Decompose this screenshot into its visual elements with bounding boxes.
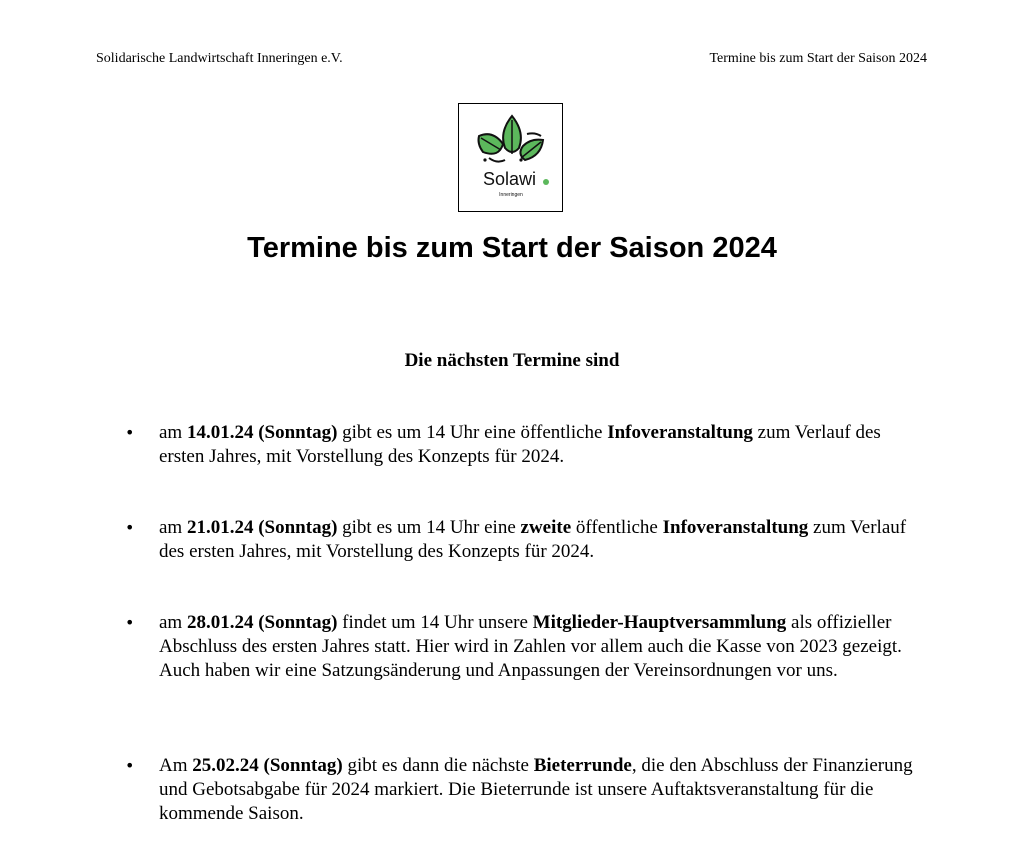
event-date: 28.01.24 (Sonntag) (186, 612, 338, 633)
event-type: Infoveranstaltung (662, 517, 809, 538)
logo-subtext: Inneringen (499, 192, 523, 198)
event-item: • am 21.01.24 (Sonntag) gibt es um 14 Uhr eine zweite öffentliche Infoveranstaltung zum Verlauf des ersten Jahres, mit Vorstellung des Konzepts für 2024. (125, 517, 907, 562)
solawi-logo-graphic (459, 104, 562, 211)
event-date: 21.01.24 (Sonntag) (186, 517, 338, 538)
event-date: 25.02.24 (Sonntag) (192, 755, 343, 776)
bullet-icon: • (125, 423, 135, 442)
solawi-logo (458, 103, 563, 212)
event-type: Infoveranstaltung (607, 422, 753, 443)
event-item: • Am 25.02.24 (Sonntag) gibt es dann die nächste Bieterrunde, die den Abschluss der Finanzierung und Gebotsabgabe für 2024 markiert. Die Bieterrunde ist unsere Auftaktsveranstaltung für die kommende Saison. (125, 755, 913, 824)
header-document-title: Termine bis zum Start der Saison 2024 (709, 51, 927, 66)
header-org-name: Solidarische Landwirtschaft Inneringen e.V. (96, 51, 343, 66)
logo-wordmark: Solawi (483, 169, 537, 189)
page-title: Termine bis zum Start der Saison 2024 (247, 232, 777, 264)
bullet-icon: • (125, 756, 135, 775)
bullet-icon: • (125, 518, 135, 537)
event-item: • am 14.01.24 (Sonntag) gibt es um 14 Uhr eine öffentliche Infoveranstaltung zum Verlauf des ersten Jahres, mit Vorstellung des Konzepts für 2024. (125, 422, 881, 467)
event-date: 14.01.24 (Sonntag) (186, 422, 338, 443)
event-type: Bieterrunde (533, 755, 632, 776)
event-item: • am 28.01.24 (Sonntag) findet um 14 Uhr unsere Mitglieder-Hauptversammlung als offizieller Abschluss des ersten Jahres statt. Hier wird in Zahlen vor allem auch die Kasse von 2023 gezeigt. Auch haben wir eine Satzungsänderung und Anpassungen der Vereinsordnungen vor uns. (125, 612, 902, 681)
event-emphasis: zweite (520, 517, 572, 538)
bullet-icon: • (125, 613, 135, 632)
event-type: Mitglieder-Hauptversammlung (532, 612, 787, 633)
section-subtitle: Die nächsten Termine sind (404, 350, 620, 371)
